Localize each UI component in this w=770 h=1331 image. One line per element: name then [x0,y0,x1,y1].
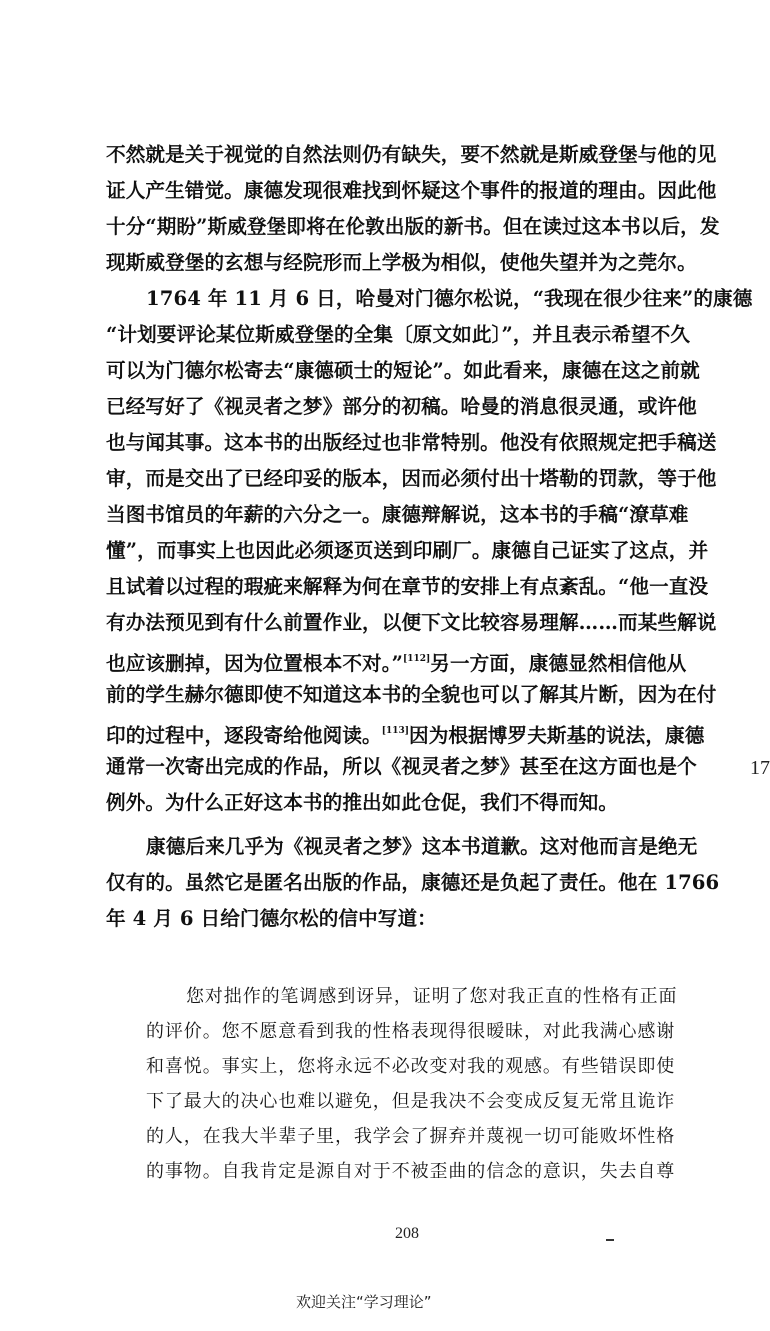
page-number: 208 [395,1225,419,1242]
paragraph-line: 例外。为什么正好这本书的推出如此仓促，我们不得而知。 [106,791,619,814]
paragraph-line: 不然就是关于视觉的自然法则仍有缺失，要不然就是斯威登堡与他的见 [106,143,717,166]
paragraph-text: 因为根据博罗夫斯基的说法，康德 [409,724,705,747]
quote-line: 和喜悦。事实上，您将永远不必改变对我的观感。有些错误即使 [146,1056,676,1077]
paragraph-line: “计划要评论某位斯威登堡的全集〔原文如此〕”，并且表示希望不久 [106,323,691,346]
paragraph-line: 当图书馆员的年薪的六分之一。康德辩解说，这本书的手稿“潦草难 [106,503,689,526]
paragraph-line: 仅有的。虽然它是匿名出版的作品，康德还是负起了责任。他在 1766 [106,871,720,894]
quote-line: 下了最大的决心也难以避免，但是我决不会变成反复无常且诡诈 [146,1091,676,1112]
paragraph-line: 且试着以过程的瑕疵来解释为何在章节的安排上有点紊乱。“他一直没 [106,575,709,598]
paragraph-line: 有办法预见到有什么前置作业，以便下文比较容易理解……而某些解说 [106,611,717,634]
quote-line: 您对拙作的笔调感到讶异，证明了您对我正直的性格有正面 [186,986,678,1007]
footnote-marker: [113] [381,726,410,736]
paragraph-line: 审，而是交出了已经印妥的版本，因而必须付出十塔勒的罚款，等于他 [106,467,717,490]
paragraph-line: 懂”，而事实上也因此必须逐页送到印刷厂。康德自己证实了这点，并 [106,539,709,562]
paragraph-line: 十分“期盼”斯威登堡即将在伦敦出版的新书。但在读过这本书以后，发 [106,215,720,238]
paragraph-text: 印的过程中，逐段寄给他阅读。 [106,724,382,747]
paragraph-line: 通常一次寄出完成的作品，所以《视灵者之梦》甚至在这方面也是个 [106,755,697,778]
paragraph-line: 可以为门德尔松寄去“康德硕士的短论”。如此看来，康德在这之前就 [106,359,700,382]
quote-line: 的人，在我大半辈子里，我学会了摒弃并蔑视一切可能败坏性格 [146,1126,676,1147]
paragraph-text: 也应该删掉，因为位置根本不对。” [106,652,403,675]
paragraph-line [106,645,686,678]
quote-line: 的评价。您不愿意看到我的性格表现得很暧昧，对此我满心感谢 [146,1021,676,1042]
scan-speck [606,1239,614,1241]
paragraph-line: 现斯威登堡的玄想与经院形而上学极为相似，使他失望并为之莞尔。 [106,251,697,274]
paragraph-line: 1764 年 11 月 6 日，哈曼对门德尔松说，“我现在很少往来”的康德 [146,287,753,310]
paragraph-line: 证人产生错觉。康德发现很难找到怀疑这个事件的报道的理由。因此他 [106,179,717,202]
paragraph-line: 康德后来几乎为《视灵者之梦》这本书道歉。这对他而言是绝无 [146,835,698,858]
quote-line: 的事物。自我肯定是源自对于不被歪曲的信念的意识，失去自尊 [146,1161,676,1182]
paragraph-text: 另一方面，康德显然相信他从 [430,652,687,675]
paragraph-line [106,717,704,750]
margin-page-number: 17 [750,757,770,779]
footer-note: 欢迎关注“学习理论” [296,1293,432,1311]
paragraph-line: 也与闻其事。这本书的出版经过也非常特别。他没有依照规定把手稿送 [106,431,717,454]
paragraph-line: 前的学生赫尔德即使不知道这本书的全貌也可以了解其片断，因为在付 [106,683,717,706]
footnote-marker: [112] [402,654,431,664]
paragraph-line: 年 4 月 6 日给门德尔松的信中写道： [106,907,437,930]
paragraph-line: 已经写好了《视灵者之梦》部分的初稿。哈曼的消息很灵通，或许他 [106,395,697,418]
